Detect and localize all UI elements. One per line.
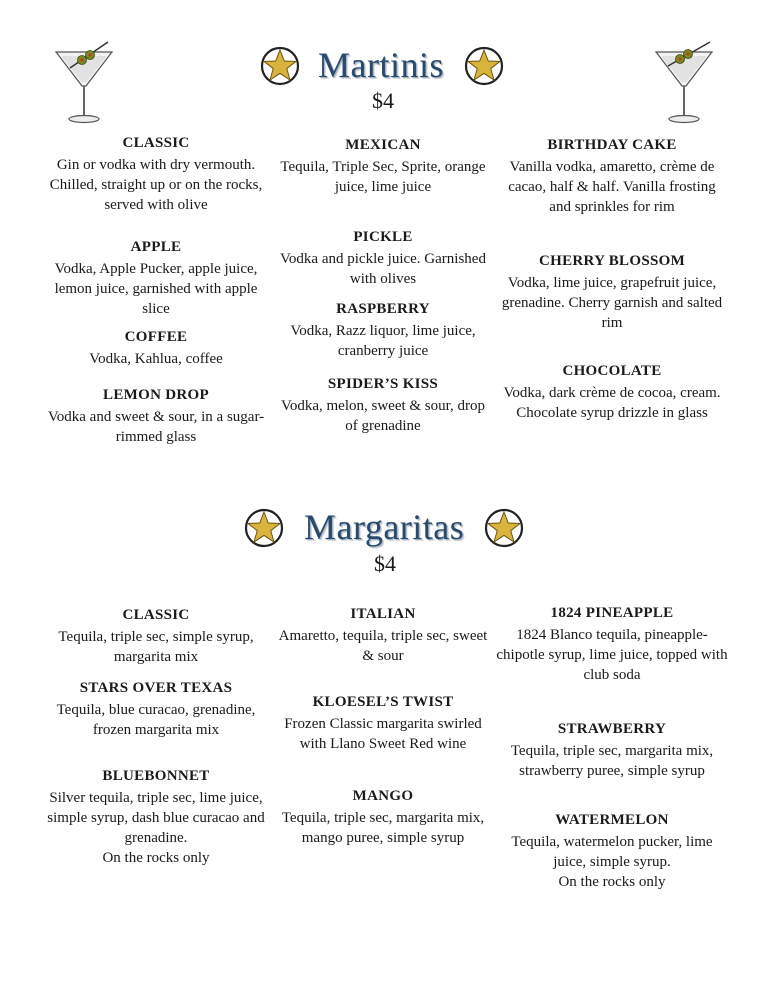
menu-item — [276, 136, 490, 197]
item-name: MEXICAN — [345, 137, 421, 153]
martini-glass-icon — [652, 40, 716, 126]
item-name: SPIDER’S KISS — [327, 376, 439, 392]
item-description: Tequila, triple sec, margarita mix, strawberry puree, simple syrup — [510, 743, 714, 779]
menu-item — [496, 136, 728, 217]
item-name: BIRTHDAY CAKE — [547, 137, 677, 153]
item-name: KLOESEL’S TWIST — [312, 694, 454, 710]
item-note: On the rocks only — [102, 850, 210, 866]
item-description: 1824 Blanco tequila, pineapple-chipotle syrup, lime juice, topped with club soda — [496, 627, 728, 683]
menu-item — [276, 605, 490, 666]
item-description: Vodka, dark crème de cocoa, cream. Chocolate syrup drizzle in glass — [503, 385, 721, 421]
item-name: ITALIAN — [350, 606, 416, 622]
item-description: Tequila, triple sec, margarita mix, mango puree, simple syrup — [281, 810, 485, 846]
item-description: Tequila, triple sec, simple syrup, margarita mix — [58, 629, 254, 665]
item-description: Vanilla vodka, amaretto, crème de cacao, half & half. Vanilla frosting and sprinkles for rim — [508, 159, 716, 215]
menu-item — [42, 134, 270, 215]
star-badge-icon — [484, 508, 524, 548]
martini-glass-icon — [52, 40, 116, 126]
margaritas-price: $4 — [374, 551, 396, 576]
menu-item — [496, 604, 728, 685]
item-note: On the rocks only — [558, 874, 666, 890]
item-name: CLASSIC — [122, 135, 190, 151]
item-name: APPLE — [130, 239, 182, 255]
star-badge-icon — [244, 508, 284, 548]
item-name: BLUEBONNET — [102, 768, 210, 784]
menu-item — [276, 375, 490, 436]
martinis-price: $4 — [372, 88, 394, 113]
item-name: LEMON DROP — [103, 387, 209, 403]
item-description: Vodka, Apple Pucker, apple juice, lemon juice, garnished with apple slice — [54, 261, 258, 317]
item-name: PICKLE — [353, 229, 413, 245]
item-description: Vodka and sweet & sour, in a sugar-rimmed glass — [47, 409, 265, 445]
margaritas-title: Margaritas — [304, 507, 465, 547]
star-badge-icon — [464, 46, 504, 86]
item-description: Tequila, blue curacao, grenadine, frozen margarita mix — [56, 702, 256, 738]
item-description: Vodka, melon, sweet & sour, drop of grenadine — [280, 398, 486, 434]
item-description: Silver tequila, triple sec, lime juice, simple syrup, dash blue curacao and grenadine. — [47, 790, 265, 846]
item-name: WATERMELON — [555, 812, 669, 828]
item-description: Tequila, watermelon pucker, lime juice, simple syrup. — [511, 834, 713, 870]
menu-item — [42, 386, 270, 447]
menu-item — [276, 228, 490, 289]
item-description: Vodka, Kahlua, coffee — [89, 351, 223, 367]
star-badge-icon — [260, 46, 300, 86]
martinis-title: Martinis — [318, 45, 444, 85]
menu-item — [496, 811, 728, 892]
item-description: Amaretto, tequila, triple sec, sweet & sour — [278, 628, 488, 664]
menu-item — [42, 238, 270, 319]
item-description: Vodka and pickle juice. Garnished with olives — [280, 251, 486, 287]
item-description: Frozen Classic margarita swirled with Llano Sweet Red wine — [284, 716, 482, 752]
menu-item — [496, 252, 728, 333]
item-name: STARS OVER TEXAS — [79, 680, 233, 696]
item-name: 1824 PINEAPPLE — [550, 605, 674, 621]
item-description: Tequila, Triple Sec, Sprite, orange juice, lime juice — [280, 159, 486, 195]
item-name: MANGO — [352, 788, 414, 804]
item-name: STRAWBERRY — [557, 721, 667, 737]
item-description: Vodka, Razz liquor, lime juice, cranberry juice — [290, 323, 476, 359]
item-name: CHOCOLATE — [562, 363, 662, 379]
item-name: CHERRY BLOSSOM — [538, 253, 686, 269]
menu-item — [42, 606, 270, 667]
menu-item — [42, 679, 270, 740]
menu-item — [276, 300, 490, 361]
menu-item — [276, 693, 490, 754]
item-description: Vodka, lime juice, grapefruit juice, grenadine. Cherry garnish and salted rim — [501, 275, 723, 331]
menu-item — [276, 787, 490, 848]
menu-item — [496, 362, 728, 423]
item-name: RASPBERRY — [336, 301, 430, 317]
item-name: COFFEE — [124, 329, 188, 345]
item-description: Gin or vodka with dry vermouth. Chilled, straight up or on the rocks, served with olive — [49, 157, 263, 213]
item-name: CLASSIC — [122, 607, 190, 623]
menu-item — [42, 328, 270, 369]
menu-item — [42, 767, 270, 868]
menu-item — [496, 720, 728, 781]
